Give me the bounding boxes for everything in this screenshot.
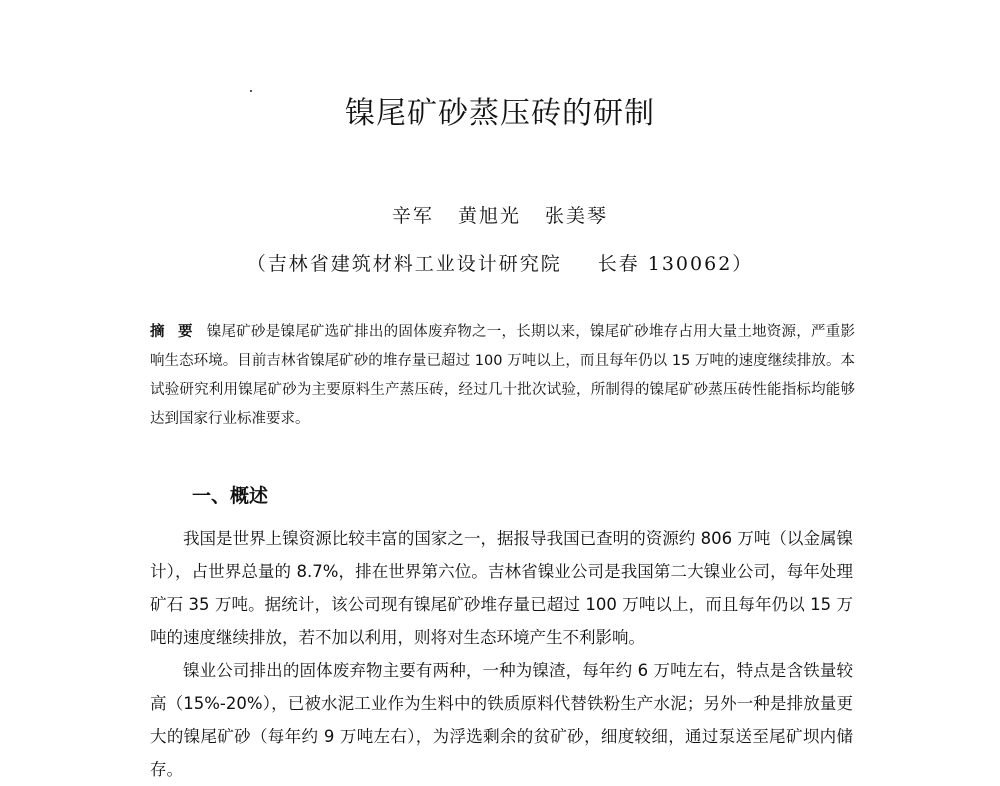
author-list [0,201,1000,228]
abstract [150,318,855,434]
abstract-label: 摘 要 [150,324,197,340]
author-name: 辛军 [391,205,434,227]
paper-title: 镍尾矿砂蒸压砖的研制 [345,96,655,131]
affiliation-city-code: 长春 130062 [597,253,733,275]
author-name: 黄旭光 [457,205,521,227]
affiliation-close-paren: ） [732,253,754,275]
affiliation-institute: 吉林省建筑材料工业设计研究院 [267,253,562,275]
affiliation-open-paren: （ [246,253,268,275]
body-text [150,522,853,786]
body-paragraph: 镍业公司排出的固体废弃物主要有两种，一种为镍渣，每年约 6 万吨左右，特点是含铁量较高（15%-20%），已被水泥工业作为生料中的铁质原料代替铁粉生产水泥；另外一种是排放量更大的镍尾矿砂（每年约 9 万吨左右），为浮选剩余的贫矿砂，细度较细，通过泵送至尾矿坝内储存。 [150,661,853,779]
section-heading: 一、概述 [192,485,269,507]
author-name: 张美琴 [545,205,609,227]
body-paragraph: 我国是世界上镍资源比较丰富的国家之一，据报导我国已查明的资源约 806 万吨（以金属镍计），占世界总量的 8.7%，排在世界第六位。吉林省镍业公司是我国第二大镍业公司，每年处理矿石 35 万吨。据统计，该公司现有镍尾矿砂堆存量已超过 100 万吨以上，而且每年仍以 15 万吨的速度继续排放，若不加以利用，则将对生态环境产生不利影响。 [150,529,853,647]
affiliation [0,249,1000,276]
abstract-text: 镍尾矿砂是镍尾矿选矿排出的固体废弃物之一，长期以来，镍尾矿砂堆存占用大量土地资源，严重影响生态环境。目前吉林省镍尾矿砂的堆存量已超过 100 万吨以上，而且每年仍以 15 万吨的速度继续排放。本试验研究利用镍尾矿砂为主要原料生产蒸压砖，经过几十批次试验，所制得的镍尾矿砂蒸压砖性能指标均能够达到国家行业标准要求。 [150,324,855,427]
